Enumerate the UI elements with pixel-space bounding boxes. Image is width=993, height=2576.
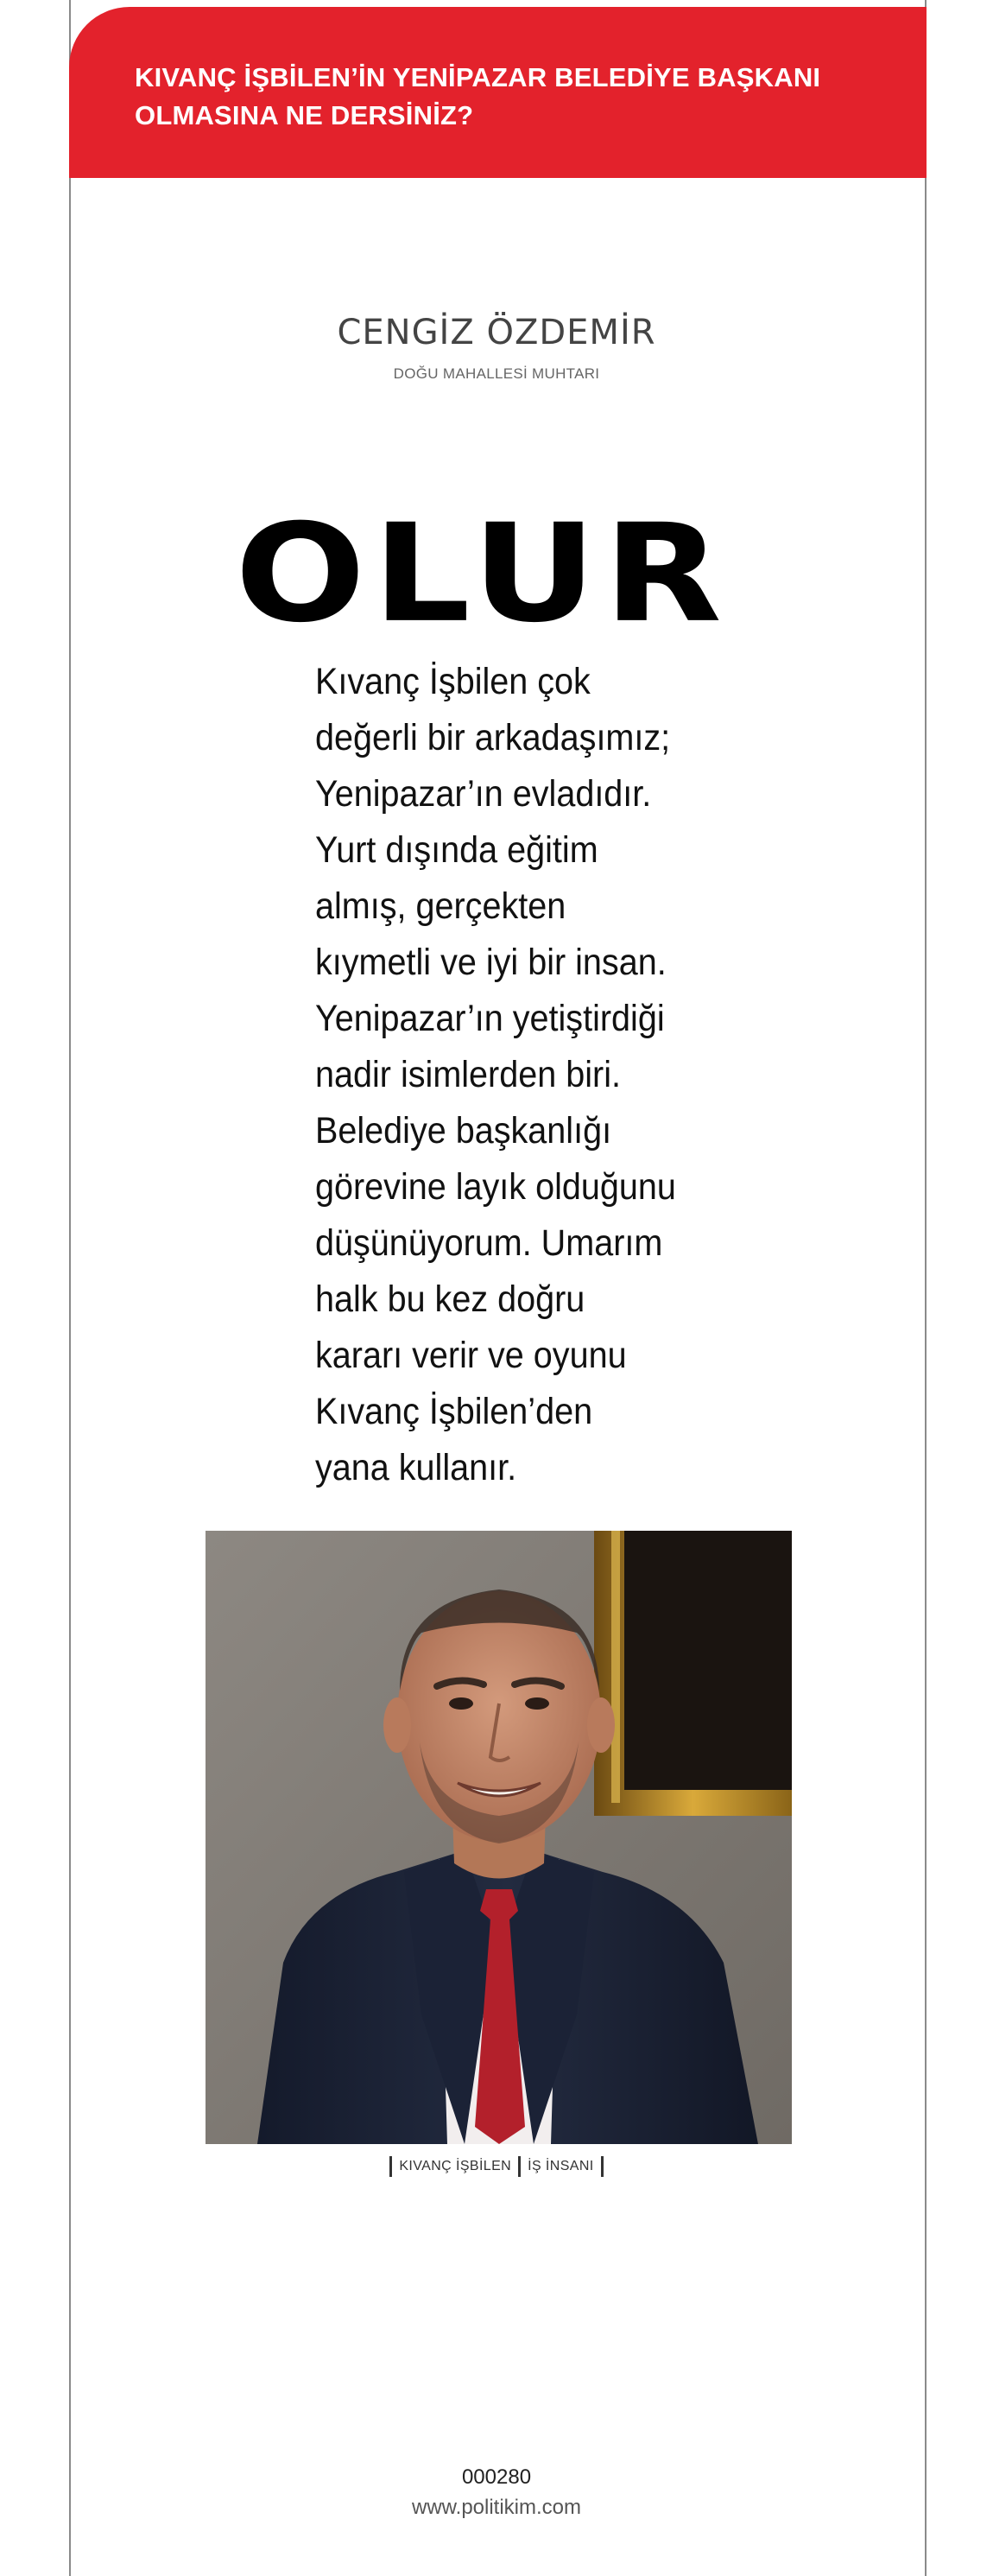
quote-line: düşünüyorum. Umarım (315, 1222, 663, 1264)
portrait-photo (206, 1531, 792, 2144)
headline-line-1: KIVANÇ İŞBİLEN’İN YENİPAZAR BELEDİYE BAŞKANI (135, 62, 821, 92)
quote-text (315, 654, 688, 1496)
caption-divider (389, 2156, 392, 2177)
footer-code: 000280 (461, 2465, 532, 2489)
caption-name: KIVANÇ İŞBİLEN (399, 2159, 512, 2173)
author-role: DOĞU MAHALLESİ MUHTARI (393, 365, 600, 382)
headline-banner (69, 7, 927, 178)
quote-line: Yenipazar’ın yetiştirdiği (315, 998, 665, 1039)
answer-heading: OLUR (235, 494, 729, 652)
quote-line: Kıvanç İşbilen’den (315, 1391, 593, 1432)
photo-caption (0, 2156, 993, 2177)
quote-line: yana kullanır. (315, 1447, 517, 1488)
footer-website-link[interactable]: www.politikim.com (411, 2496, 582, 2519)
quote-line: Yenipazar’ın evladıdır. (315, 773, 652, 815)
quote-line: kararı verir ve oyunu (315, 1335, 627, 1376)
caption-divider (518, 2156, 521, 2177)
headline-line-2: OLMASINA NE DERSİNİZ? (135, 100, 474, 130)
quote-line: değerli bir arkadaşımız; (315, 717, 671, 758)
quote-line: Yurt dışında eğitim (315, 829, 598, 871)
quote-line: görevine layık olduğunu (315, 1166, 676, 1208)
quote-line: almış, gerçekten (315, 885, 566, 927)
caption-divider (601, 2156, 604, 2177)
caption-title: İŞ İNSANI (528, 2159, 594, 2173)
quote-line: kıymetli ve iyi bir insan. (315, 942, 667, 983)
quote-line: nadir isimlerden biri. (315, 1054, 621, 1095)
frame-painting (624, 1531, 792, 1790)
quote-line: Belediye başkanlığı (315, 1110, 612, 1152)
author-name: CENGİZ ÖZDEMİR (337, 313, 656, 352)
quote-line: Kıvanç İşbilen çok (315, 661, 591, 702)
quote-line: halk bu kez doğru (315, 1278, 585, 1320)
